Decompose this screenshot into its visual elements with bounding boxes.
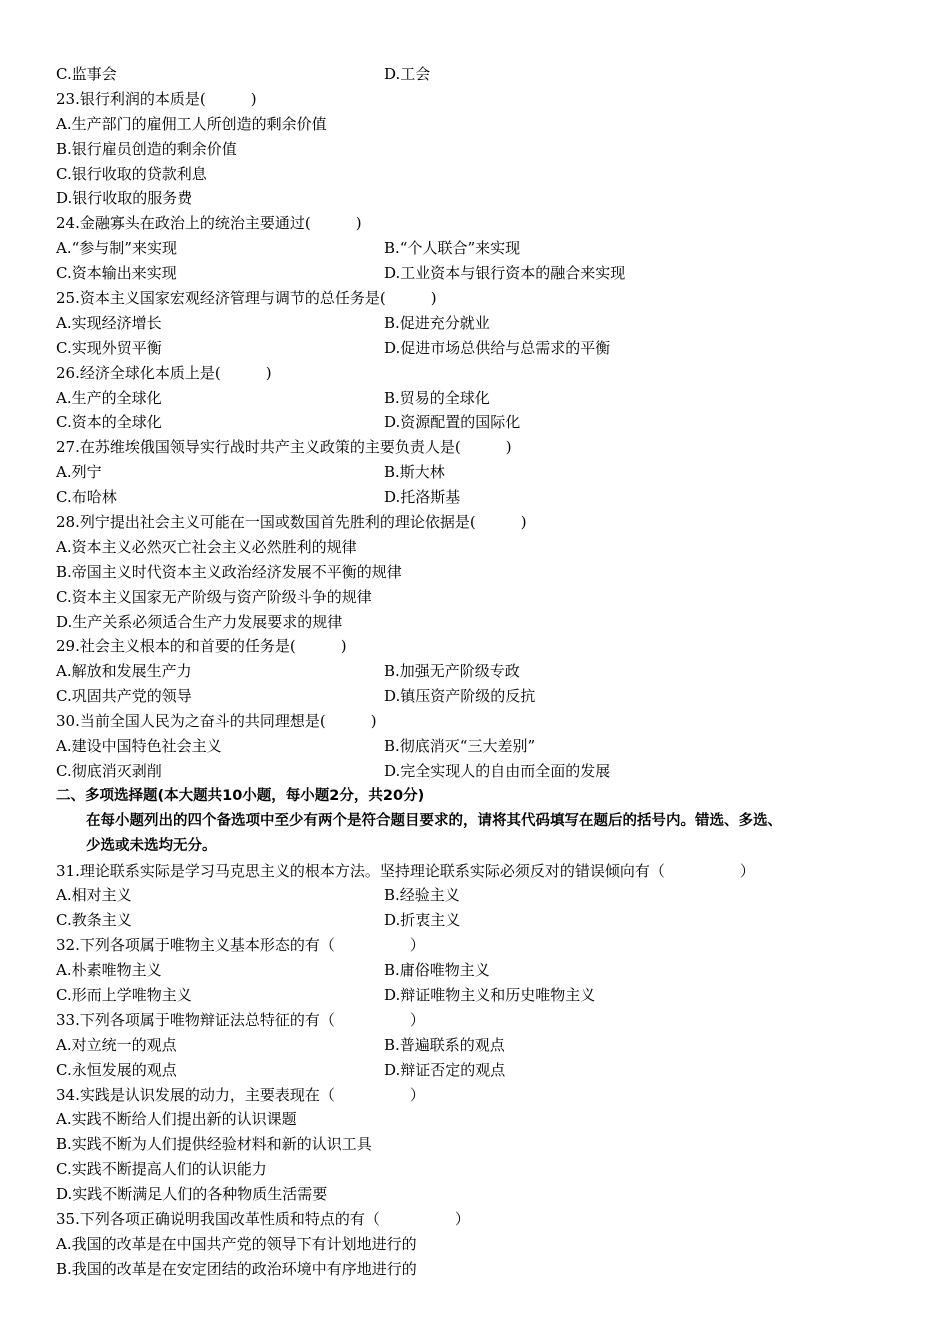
option-right: D.托洛斯基 xyxy=(384,488,461,507)
option-row xyxy=(56,983,906,1008)
option-row xyxy=(56,460,906,485)
option-left: C.实现外贸平衡 xyxy=(56,338,162,357)
option-line: A.我国的改革是在中国共产党的领导下有计划地进行的 xyxy=(56,1234,417,1253)
option-row xyxy=(56,336,906,361)
option-left: A.朴素唯物主义 xyxy=(56,961,162,980)
option-row xyxy=(56,311,906,336)
option-line: B.银行雇员创造的剩余价值 xyxy=(56,139,237,158)
option-left: C.资本的全球化 xyxy=(56,413,162,432)
option-row xyxy=(56,485,906,510)
option-line: B.帝国主义时代资本主义政治经济发展不平衡的规律 xyxy=(56,562,402,581)
option-left: A.实现经济增长 xyxy=(56,313,162,332)
option-left: A.解放和发展生产力 xyxy=(56,662,192,681)
option-line: B.实践不断为人们提供经验材料和新的认识工具 xyxy=(56,1135,372,1154)
question-stem: 34.实践是认识发展的动力，主要表现在（ ） xyxy=(56,1085,425,1104)
option-row xyxy=(56,908,906,933)
option-line: D.银行收取的服务费 xyxy=(56,189,193,208)
exam-page xyxy=(56,62,906,1282)
option-right: B.“个人联合”来实现 xyxy=(384,239,521,258)
option-right: D.工业资本与银行资本的融合来实现 xyxy=(384,264,626,283)
option-row xyxy=(56,62,906,87)
question-stem: 25.资本主义国家宏观经济管理与调节的总任务是( ) xyxy=(56,289,437,308)
option-row xyxy=(56,958,906,983)
option-right: B.经验主义 xyxy=(384,886,460,905)
option-left: C.巩固共产党的领导 xyxy=(56,687,192,706)
question-stem: 31.理论联系实际是学习马克思主义的根本方法。坚持理论联系实际必须反对的错误倾向有（ ） xyxy=(56,861,755,880)
option-right: B.加强无产阶级专政 xyxy=(384,662,520,681)
option-row xyxy=(56,659,906,684)
option-left: C.彻底消灭剥削 xyxy=(56,761,162,780)
option-left: A.对立统一的观点 xyxy=(56,1035,177,1054)
option-row xyxy=(56,261,906,286)
option-row xyxy=(56,684,906,709)
option-left: C.资本输出来实现 xyxy=(56,264,177,283)
option-line: A.资本主义必然灭亡社会主义必然胜利的规律 xyxy=(56,537,357,556)
question-stem: 24.金融寡头在政治上的统治主要通过( ) xyxy=(56,214,362,233)
question-stem: 29.社会主义根本的和首要的任务是( ) xyxy=(56,637,347,656)
option-right: D.资源配置的国际化 xyxy=(384,413,521,432)
option-right: D.辩证否定的观点 xyxy=(384,1060,506,1079)
option-right: B.庸俗唯物主义 xyxy=(384,961,490,980)
option-row xyxy=(56,236,906,261)
option-right: B.普遍联系的观点 xyxy=(384,1035,505,1054)
option-right: D.促进市场总供给与总需求的平衡 xyxy=(384,338,611,357)
question-stem: 23.银行利润的本质是( ) xyxy=(56,89,257,108)
option-row xyxy=(56,734,906,759)
option-row xyxy=(56,1033,906,1058)
option-left: C.布哈林 xyxy=(56,488,117,507)
option-line: C.银行收取的贷款利息 xyxy=(56,164,207,183)
question-stem: 26.经济全球化本质上是( ) xyxy=(56,363,272,382)
option-row xyxy=(56,410,906,435)
question-stem: 28.列宁提出社会主义可能在一国或数国首先胜利的理论依据是( ) xyxy=(56,513,527,532)
option-left: A.相对主义 xyxy=(56,886,132,905)
option-left: C.永恒发展的观点 xyxy=(56,1060,177,1079)
option-left: C.监事会 xyxy=(56,65,117,83)
question-stem: 33.下列各项属于唯物辩证法总特征的有（ ） xyxy=(56,1010,425,1029)
option-right: D.完全实现人的自由而全面的发展 xyxy=(384,761,611,780)
option-right: D.镇压资产阶级的反抗 xyxy=(384,687,536,706)
option-right: D.工会 xyxy=(384,65,431,83)
option-line: C.实践不断提高人们的认识能力 xyxy=(56,1160,267,1179)
option-right: D.折衷主义 xyxy=(384,911,461,930)
option-left: A.生产的全球化 xyxy=(56,388,162,407)
option-right: B.促进充分就业 xyxy=(384,313,490,332)
option-left: C.教条主义 xyxy=(56,911,132,930)
question-stem: 27.在苏维埃俄国领导实行战时共产主义政策的主要负责人是( ) xyxy=(56,438,512,457)
question-stem: 35.下列各项正确说明我国改革性质和特点的有（ ） xyxy=(56,1209,470,1228)
option-left: C.形而上学唯物主义 xyxy=(56,985,192,1004)
question-stem: 32.下列各项属于唯物主义基本形态的有（ ） xyxy=(56,936,425,955)
option-line: B.我国的改革是在安定团结的政治环境中有序地进行的 xyxy=(56,1259,417,1278)
option-row xyxy=(56,386,906,411)
option-left: A.列宁 xyxy=(56,463,102,482)
option-row xyxy=(56,759,906,784)
option-line: D.生产关系必须适合生产力发展要求的规律 xyxy=(56,612,343,631)
option-line: D.实践不断满足人们的各种物质生活需要 xyxy=(56,1185,328,1204)
option-right: B.彻底消灭“三大差别” xyxy=(384,737,536,756)
option-right: B.斯大林 xyxy=(384,463,445,482)
section-heading: 二、多项选择题(本大题共10小题，每小题2分，共20分) xyxy=(56,787,425,804)
question-stem: 30.当前全国人民为之奋斗的共同理想是( ) xyxy=(56,712,377,731)
option-left: A.“参与制”来实现 xyxy=(56,239,177,258)
section-instructions: 少选或未选均无分。 xyxy=(86,837,217,854)
option-line: C.资本主义国家无产阶级与资产阶级斗争的规律 xyxy=(56,587,372,606)
option-row xyxy=(56,883,906,908)
option-line: A.实践不断给人们提出新的认识课题 xyxy=(56,1110,297,1129)
option-right: D.辩证唯物主义和历史唯物主义 xyxy=(384,985,596,1004)
option-row xyxy=(56,1058,906,1083)
option-right: B.贸易的全球化 xyxy=(384,388,490,407)
section-instructions: 在每小题列出的四个备选项中至少有两个是符合题目要求的，请将其代码填写在题后的括号内。错选、多选、 xyxy=(86,812,782,829)
option-left: A.建设中国特色社会主义 xyxy=(56,737,222,756)
option-line: A.生产部门的雇佣工人所创造的剩余价值 xyxy=(56,114,327,133)
